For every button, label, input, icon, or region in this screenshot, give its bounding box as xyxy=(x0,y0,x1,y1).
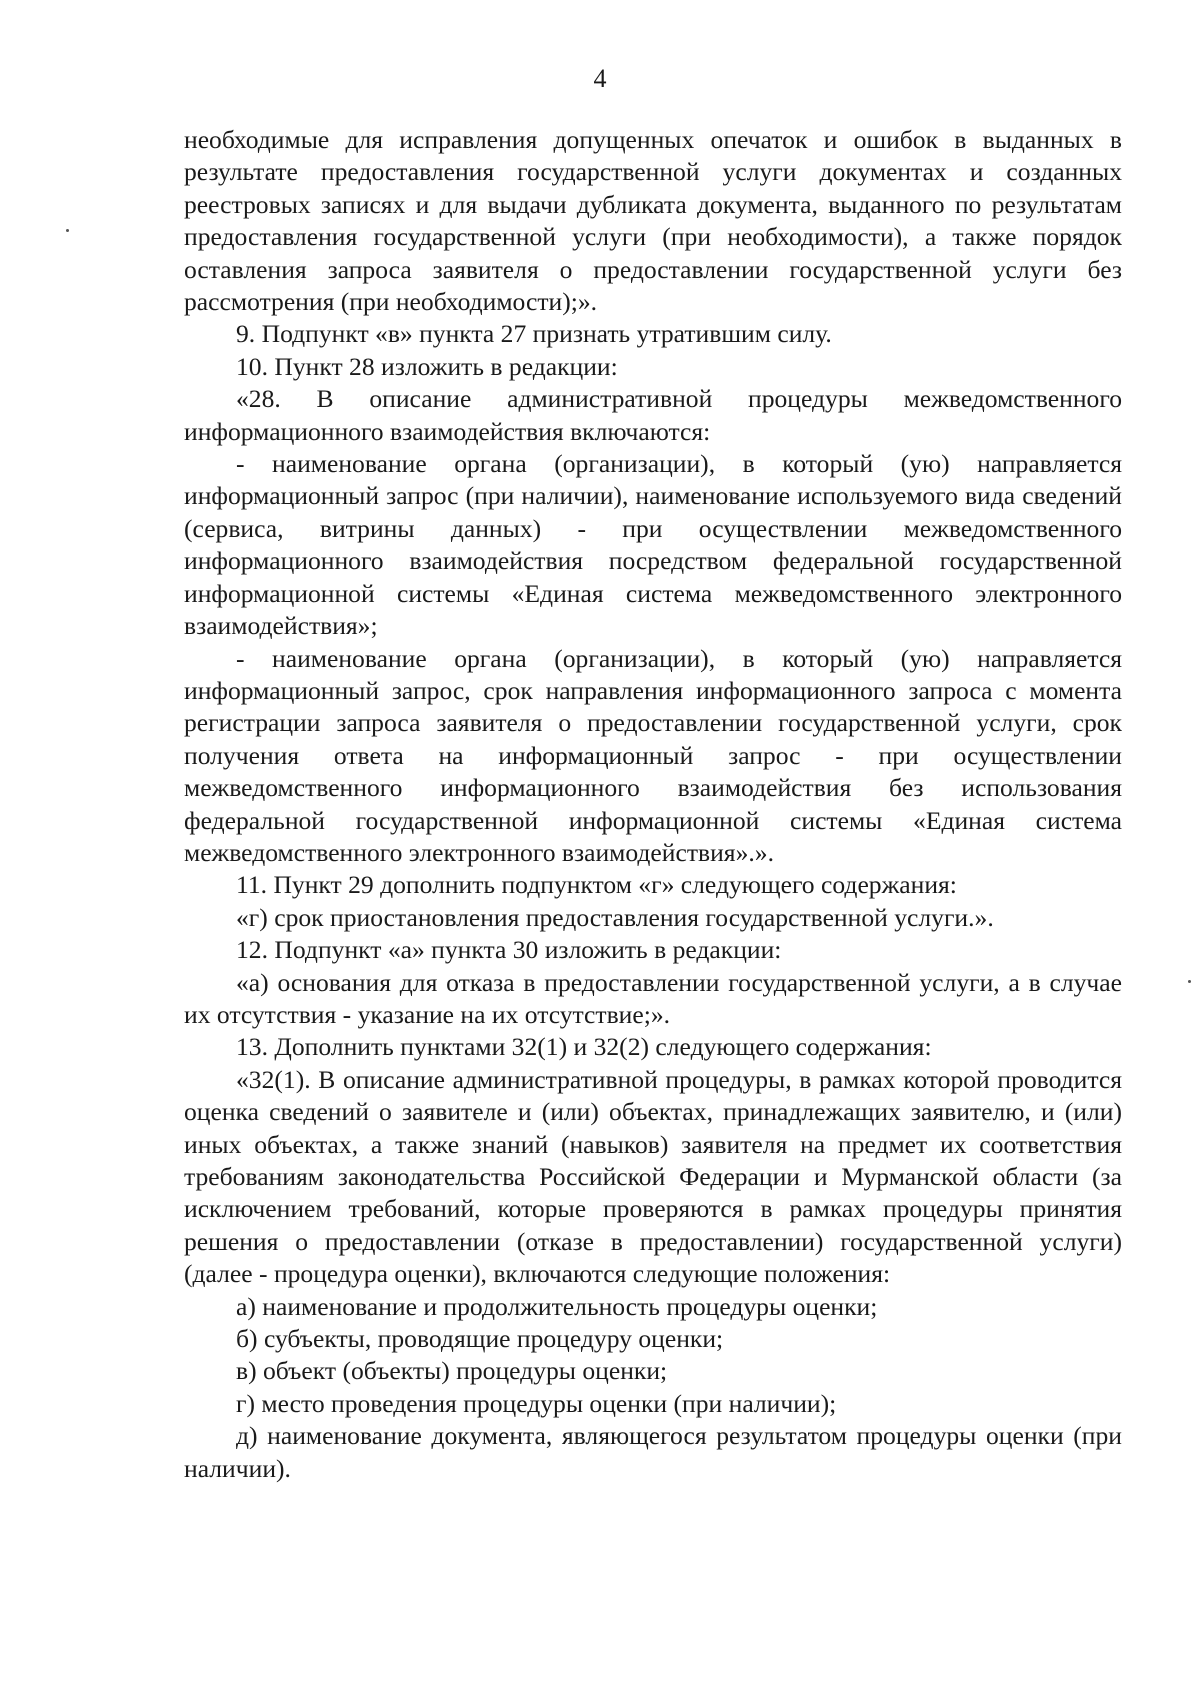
list-item: г) место проведения процедуры оценки (при наличии); xyxy=(236,1388,837,1418)
list-item: а) наименование и продолжительность процедуры оценки; xyxy=(236,1291,878,1321)
paragraph: 9. Подпункт «в» пункта 27 признать утратившим силу. xyxy=(236,319,832,349)
paragraph: 12. Подпункт «а» пункта 30 изложить в редакции: xyxy=(236,935,782,965)
list-item: д) наименование документа, являющегося результатом процедуры оценки (при наличии). xyxy=(184,1421,1122,1483)
paragraph: 13. Дополнить пунктами 32(1) и 32(2) следующего содержания: xyxy=(236,1032,932,1062)
list-item: б) субъекты, проводящие процедуру оценки; xyxy=(236,1324,724,1354)
document-body xyxy=(184,124,1122,1485)
paragraph: 10. Пункт 28 изложить в редакции: xyxy=(236,351,618,381)
paragraph: «а) основания для отказа в предоставлении государственной услуги, а в случае их отсутствия - указание на их отсутствие;». xyxy=(184,967,1122,1029)
scan-speck xyxy=(1188,980,1191,983)
paragraph: «г) срок приостановления предоставления государственной услуги.». xyxy=(236,902,994,932)
list-item: - наименование органа (организации), в который (ую) направляется информационный запрос (при наличии), наименование используемого вида сведений (сервиса, витрины данных) - при осуществлении межведомственного информационного взаимодействия посредством федеральной государственной информационной системы «Единая система межведомственного электронного взаимодействия»; xyxy=(184,449,1122,641)
paragraph: необходимые для исправления допущенных опечаток и ошибок в выданных в результате предоставления государственной услуги документах и созданных реестровых записях и для выдачи дубликата документа, выданного по результатам предоставления государственной услуги (при необходимости), а также порядок оставления запроса заявителя о предоставлении государственной услуги без рассмотрения (при необходимости);». xyxy=(184,125,1122,317)
list-item: в) объект (объекты) процедуры оценки; xyxy=(236,1356,668,1386)
paragraph: «32(1). В описание административной процедуры, в рамках которой проводится оценка сведений о заявителе и (или) объектах, принадлежащих заявителю, и (или) иных объектах, а также знаний (навыков) заявителя на предмет их соответствия требованиям законодательства Российской Федерации и Мурманской области (за исключением требований, которые проверяются в рамках процедуры принятия решения о предоставлении (отказе в предоставлении) государственной услуги) (далее - процедура оценки), включаются следующие положения: xyxy=(184,1064,1122,1289)
list-item: - наименование органа (организации), в который (ую) направляется информационный запрос, срок направления информационного запроса с момента регистрации запроса заявителя о предоставлении государственной услуги, срок получения ответа на информационный запрос - при осуществлении межведомственного информационного взаимодействия без использования федеральной государственной информационной системы «Единая система межведомственного электронного взаимодействия».». xyxy=(184,643,1122,867)
page-number: 4 xyxy=(593,64,607,93)
scan-speck xyxy=(66,229,69,232)
paragraph: 11. Пункт 29 дополнить подпунктом «г» следующего содержания: xyxy=(236,870,957,900)
paragraph: «28. В описание административной процедуры межведомственного информационного взаимодействия включаются: xyxy=(184,384,1122,446)
